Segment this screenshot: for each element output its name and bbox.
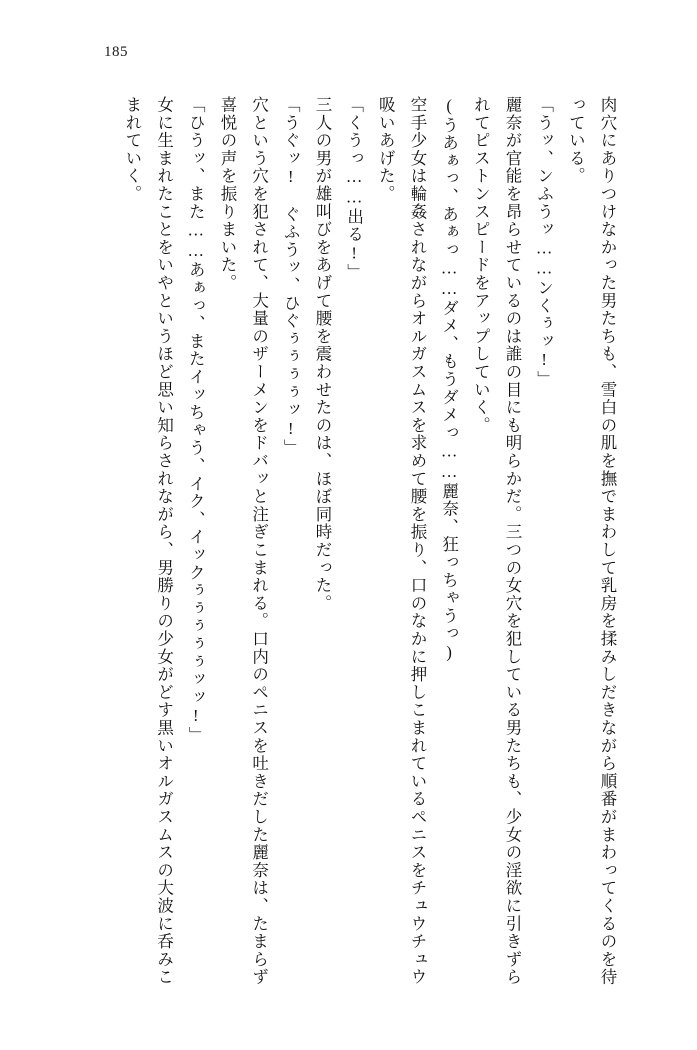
- paragraph: 三人の男が雄叫びをあげて腰を震わせたのは、ほぼ同時だった。: [312, 96, 332, 613]
- page-number: 185: [104, 44, 128, 60]
- paragraph: 女に生まれたことをいやというほど思い知らされながら、男勝りの少女がどす黒いオルガスムスの大波に呑みこまれていく。: [122, 96, 174, 986]
- paragraph: 「うぐッ! ぐふうッ、ひぐぅぅぅぅッ!」: [281, 96, 301, 457]
- page-body-text: [78, 96, 623, 996]
- paragraph: 「うッ、ンふうッ……ンくぅッ!」: [534, 96, 554, 389]
- paragraph: 空手少女は輪姦されながらオルガスムスを求めて腰を振り、口のなかに押しこまれているペニスをチュウチュウ吸いあげた。: [376, 96, 427, 986]
- paragraph: 「くうっ……出る!」: [344, 96, 364, 282]
- paragraph: 肉穴にありつけなかった男たちも、雪白の肌を撫でまわして乳房を揉みしだきながら順番がまわってくるのを待っている。: [566, 96, 617, 986]
- paragraph: 穴という穴を犯されて、大量のザーメンをドバッと注ぎこまれる。口内のペニスを吐きだした麗奈は、たまらず喜悦の声を振りまいた。: [217, 96, 269, 986]
- paragraph: 麗奈が官能を昂らせているのは誰の目にも明らかだ。三つの女穴を犯している男たちも、少女の淫欲に引きずられてピストンスピードをアップしていく。: [471, 96, 522, 986]
- paragraph: 「ひうッ、また……あぁっ、またイッちゃう、イク、イックぅぅぅぅぅッッ!」: [186, 96, 206, 745]
- paragraph: (うあぁっ、あぁっ……ダメ、もうダメっ……麗奈、狂っちゃうっ): [439, 96, 459, 663]
